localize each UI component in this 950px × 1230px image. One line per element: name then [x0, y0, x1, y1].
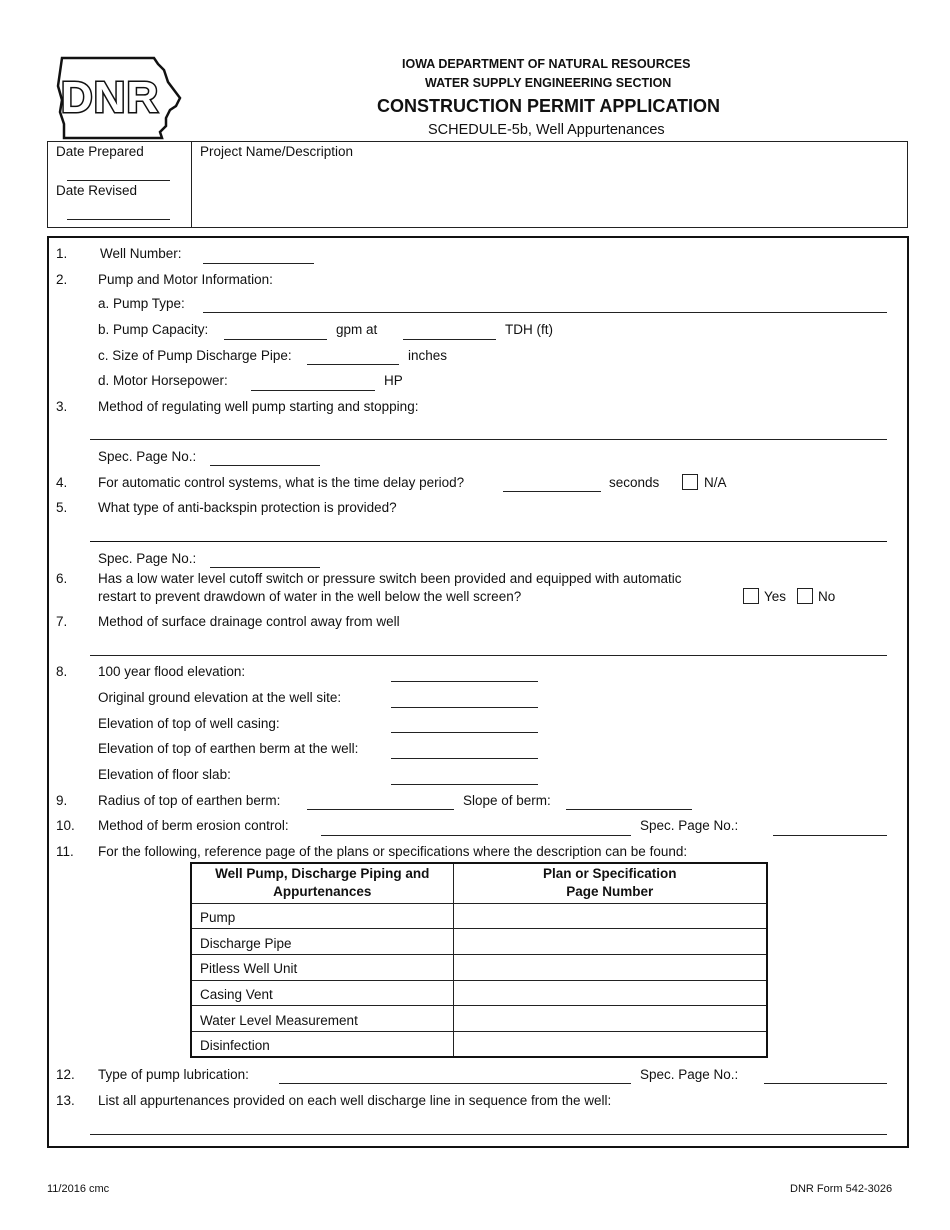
page-number-field[interactable] [453, 1006, 767, 1032]
pump-capacity-label: b. Pump Capacity: [98, 322, 209, 337]
item-number-8: 8. [56, 664, 68, 679]
well-number-label: Well Number: [100, 246, 182, 261]
svg-text:DNR: DNR [60, 73, 160, 122]
date-project-box [47, 141, 908, 228]
time-delay-field[interactable] [503, 491, 601, 492]
na-checkbox[interactable] [682, 474, 698, 490]
row-label-casing-vent: Casing Vent [191, 980, 453, 1006]
row-label-water-level: Water Level Measurement [191, 1006, 453, 1032]
slope-field[interactable] [566, 809, 692, 810]
seconds-label: seconds [609, 475, 660, 490]
na-label: N/A [704, 475, 727, 490]
form-subtitle: SCHEDULE-5b, Well Appurtenances [428, 122, 665, 138]
lubrication-label: Type of pump lubrication: [98, 1067, 249, 1082]
tdh-field[interactable] [403, 339, 496, 340]
pump-type-label: a. Pump Type: [98, 296, 185, 311]
col2-header-line1: Plan or Specification [542, 866, 677, 882]
col1-header-line2: Appurtenances [273, 884, 372, 900]
item-number-7: 7. [56, 614, 68, 629]
ground-elevation-field[interactable] [391, 707, 538, 708]
spec-page-label-2: Spec. Page No.: [98, 551, 197, 566]
date-prepared-field[interactable] [67, 180, 170, 181]
cutoff-label-line1: Has a low water level cutoff switch or pressure switch been provided and equipped with automatic [98, 571, 682, 586]
pump-type-field[interactable] [203, 312, 887, 313]
project-description-label: Project Name/Description [200, 144, 354, 159]
table-header-page-number [453, 863, 767, 903]
antibackspin-field[interactable] [90, 541, 887, 542]
col2-header-line2: Page Number [566, 884, 654, 900]
item-number-6: 6. [56, 571, 68, 586]
appurtenances-label: List all appurtenances provided on each well discharge line in sequence from the well: [98, 1093, 612, 1108]
reference-table [190, 862, 768, 1058]
drainage-label: Method of surface drainage control away from well [98, 614, 400, 629]
cutoff-label-line2: restart to prevent drawdown of water in the well below the well screen? [98, 589, 522, 604]
berm-radius-label: Radius of top of earthen berm: [98, 793, 281, 808]
form-title: CONSTRUCTION PERMIT APPLICATION [377, 96, 720, 116]
erosion-label: Method of berm erosion control: [98, 818, 289, 833]
erosion-field[interactable] [321, 835, 631, 836]
item-number-11: 11. [56, 844, 74, 859]
hp-label: HP [384, 373, 403, 388]
discharge-pipe-label: c. Size of Pump Discharge Pipe: [98, 348, 292, 363]
dnr-logo [54, 54, 184, 140]
page-number-field[interactable] [453, 1031, 767, 1057]
date-revised-field[interactable] [67, 219, 170, 220]
item-number-5: 5. [56, 500, 68, 515]
berm-top-elevation-label: Elevation of top of earthen berm at the well: [98, 741, 359, 756]
spec-page-field-2[interactable] [210, 567, 320, 568]
floor-elevation-label: Elevation of floor slab: [98, 767, 231, 782]
antibackspin-label: What type of anti-backspin protection is provided? [98, 500, 397, 515]
slope-label: Slope of berm: [463, 793, 551, 808]
table-row [191, 903, 767, 929]
col1-header-line1: Well Pump, Discharge Piping and [215, 866, 430, 882]
discharge-pipe-field[interactable] [307, 364, 399, 365]
table-header-row [191, 863, 767, 903]
row-label-discharge-pipe: Discharge Pipe [191, 929, 453, 955]
table-row [191, 1006, 767, 1032]
table-row [191, 980, 767, 1006]
item-number-4: 4. [56, 475, 68, 490]
table-row [191, 1031, 767, 1057]
table-row [191, 929, 767, 955]
agency-name: IOWA DEPARTMENT OF NATURAL RESOURCES [402, 57, 691, 71]
section-name: WATER SUPPLY ENGINEERING SECTION [425, 76, 672, 90]
gpm-at-label: gpm at [336, 322, 378, 337]
spec-page-field-1[interactable] [210, 465, 320, 466]
spec-page-field-4[interactable] [764, 1083, 887, 1084]
footer-revision: 11/2016 cmc [47, 1183, 110, 1195]
casing-elevation-field[interactable] [391, 732, 538, 733]
row-label-pump: Pump [191, 903, 453, 929]
flood-elevation-label: 100 year flood elevation: [98, 664, 246, 679]
tdh-label: TDH (ft) [505, 322, 553, 337]
item-number-13: 13. [56, 1093, 75, 1108]
spec-page-field-3[interactable] [773, 835, 887, 836]
item-number-2: 2. [56, 272, 68, 287]
item-number-12: 12. [56, 1067, 75, 1082]
page-number-field[interactable] [453, 929, 767, 955]
item-number-9: 9. [56, 793, 68, 808]
no-checkbox[interactable] [797, 588, 813, 604]
row-label-disinfection: Disinfection [191, 1031, 453, 1057]
page-number-field[interactable] [453, 980, 767, 1006]
inches-label: inches [408, 348, 448, 363]
item-number-10: 10. [56, 818, 75, 833]
reference-label: For the following, reference page of the plans or specifications where the description can be found: [98, 844, 688, 859]
pump-capacity-field[interactable] [224, 339, 327, 340]
item-number-1: 1. [56, 246, 68, 261]
regulating-label: Method of regulating well pump starting and stopping: [98, 399, 419, 414]
lubrication-field[interactable] [279, 1083, 631, 1084]
floor-elevation-field[interactable] [391, 784, 538, 785]
page-number-field[interactable] [453, 954, 767, 980]
item-number-3: 3. [56, 399, 68, 414]
spec-page-label-4: Spec. Page No.: [640, 1067, 739, 1082]
regulating-field[interactable] [90, 439, 887, 440]
ground-elevation-label: Original ground elevation at the well site: [98, 690, 342, 705]
date-prepared-label: Date Prepared [56, 144, 144, 159]
casing-elevation-label: Elevation of top of well casing: [98, 716, 280, 731]
date-revised-label: Date Revised [56, 183, 138, 198]
spec-page-label-3: Spec. Page No.: [640, 818, 739, 833]
box-divider [191, 141, 192, 228]
berm-top-elevation-field[interactable] [391, 758, 538, 759]
well-number-field[interactable] [203, 263, 314, 264]
spec-page-label-1: Spec. Page No.: [98, 449, 197, 464]
drainage-field[interactable] [90, 655, 887, 656]
time-delay-label: For automatic control systems, what is the time delay period? [98, 475, 465, 490]
appurtenances-field[interactable] [90, 1134, 887, 1135]
motor-hp-label: d. Motor Horsepower: [98, 373, 228, 388]
footer-form-number: DNR Form 542-3026 [790, 1183, 893, 1195]
iowa-state-outline-icon [54, 54, 184, 140]
pump-motor-label: Pump and Motor Information: [98, 272, 273, 287]
motor-hp-field[interactable] [251, 390, 375, 391]
table-header-appurtenances [191, 863, 453, 903]
table-row [191, 954, 767, 980]
row-label-pitless-well-unit: Pitless Well Unit [191, 954, 453, 980]
yes-checkbox[interactable] [743, 588, 759, 604]
berm-radius-field[interactable] [307, 809, 454, 810]
page-number-field[interactable] [453, 903, 767, 929]
flood-elevation-field[interactable] [391, 681, 538, 682]
yes-label: Yes [764, 589, 787, 604]
no-label: No [818, 589, 836, 604]
